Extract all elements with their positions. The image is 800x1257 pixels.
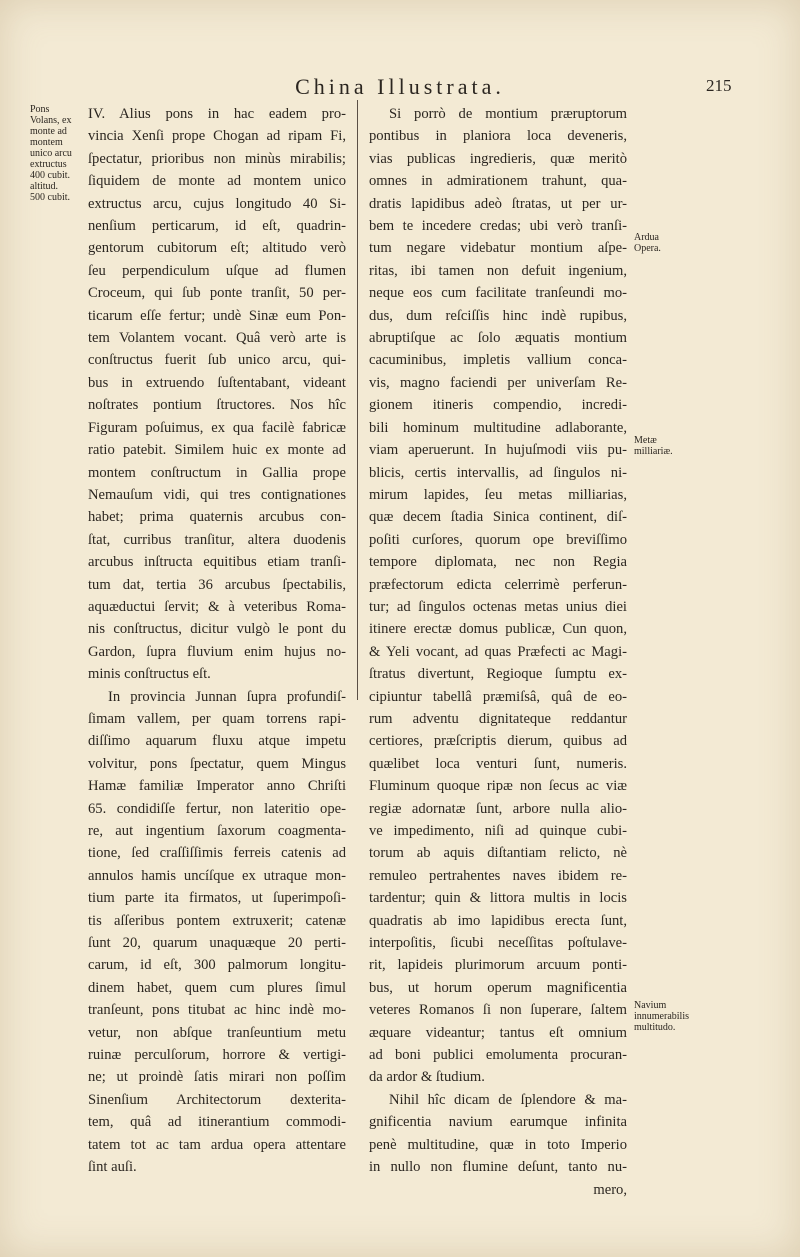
text-line: abruptiſque ac ſolo æquatis montium [369,330,627,347]
text-line: In provincia Junnan ſupra profundiſ- [108,688,346,705]
text-line: vias publicas ingredieris, quæ meritò [369,150,627,167]
text-line: tum dat, tertia 36 arcubus ſpectabilis, [88,576,346,593]
text-line: poſiti curſores, quorum ope breviſſimo [369,531,627,548]
text-line: vis, magno faciendi per univerſam Re- [369,374,627,391]
text-line: volvitur, pons ſpectatur, quem Mingus [88,755,346,772]
text-line: habet; prima quaternis arcubus con- [88,509,346,526]
margin-note-right-1: Ardua Opera. [634,232,661,254]
text-line: ſtat, curribus tranſitur, altera duodenis [88,531,346,548]
text-line: omnes in admirationem trahunt, qua- [369,173,627,190]
text-line: Si porrò de montium præruptorum [389,106,627,122]
text-line: 65. condidiſſe fertur, non lateritio ope- [88,800,346,817]
text-line: dinem habet, quem cum plures ſimul [88,979,346,996]
text-line: da ardor & ſtudium. [369,1069,485,1086]
text-line: ſiquidem de monte ad montem unico [88,173,346,190]
text-line: certiores, præſcriptis dierum, quibus ad [369,733,627,750]
text-line: rum adventu dignitateque reddantur [369,710,627,727]
text-line: torum ab aquis diſtantiam relicto, nè [369,845,627,862]
text-line: ruinæ perculſorum, horrore & vertigi- [88,1047,346,1064]
text-line: tatem tot ac tam ardua opera attentare [88,1136,346,1153]
text-line: Nemauſum vidi, qui tres contignationes [88,486,346,503]
text-line: quæ decem ſtadia Sinica continent, diſ- [369,509,627,526]
text-line: dratis lapidibus adeò ſtratas, ut per ur- [369,195,627,212]
margin-note-right-2: Metæ milliariæ. [634,435,673,457]
text-line: nenſium perticarum, id eſt, quadrin- [88,218,346,235]
text-line: tempore diplomata, nec non Regia [369,554,627,571]
text-line: nis conſtructus, dicitur vulgò le pont du [88,621,346,638]
text-line: arcubus inſtructa equitibus etiam tranſi- [88,554,346,571]
page-number: 215 [706,76,732,95]
text-line: mirum lapides, ſeu metas milliarias, [369,486,627,503]
text-line: interpoſitis, ſicubi neceſſitas poſtulave- [369,935,627,952]
text-line: & Yeli vocant, ad quas Præfecti ac Magi- [369,643,627,660]
text-line: bus, ut horum operum magnificentia [369,979,627,996]
text-line: ratio patebit. Similem huic ex monte ad [88,442,346,459]
left-text-column [88,103,346,1179]
text-line: tranſeunt, pons titubat ac hinc indè mo- [88,1002,346,1019]
text-line: bili hominum multitudine adlaborante, [369,419,627,436]
text-line: Sinenſium Architectorum dexterita- [88,1091,346,1108]
text-line: bem te incedere credas; ubi verò tranſi- [369,218,627,235]
text-line: penè multitudine, quæ in toto Imperio [369,1136,627,1153]
text-line: dus, dum reſciſſis hinc indè rupibus, [369,307,627,324]
text-line: cacuminibus, impletis vallium conca- [369,352,627,369]
text-line: tem Volantem vocant. Quâ verò arte is [88,330,346,347]
text-line: rit, lapideis plurimorum arcuum ponti- [369,957,627,974]
text-line: bus in extruendo ſuſtentabant, videant [88,374,346,391]
text-line: quælibet loca venturi ſunt, numeris. [369,755,627,772]
text-line: in nullo non flumine deſunt, tanto nu- [369,1159,627,1176]
text-line: extructus arcu, cujus longitudo 40 Si- [88,195,346,212]
text-line: tione, ſed craſſiſſimis ferreis catenis ad [88,845,346,862]
text-line: pontibus in planiora loca deveneris, [369,128,627,145]
text-line: Croceum, qui ſub ponte tranſit, 50 per- [88,285,346,302]
text-line: ſint auſi. [88,1159,137,1176]
text-line: æquare videantur; tantus eſt omnium [369,1024,627,1041]
text-line: regiæ adornatæ ſunt, arbore nulla alio- [369,800,627,817]
text-line: veteres Romanos ſi non ſuperare, ſaltem [369,1002,627,1019]
text-line: annulos hamis uncíſque ex utraque mon- [88,867,346,884]
running-head-title: China Illustrata. [295,74,505,99]
text-line: ſimam vallem, per quam torrens rapi- [88,710,346,727]
text-line: conſtructus fuerit ſub unico arcu, qui- [88,352,346,369]
text-line: ſunt 20, quarum unaquæque 20 perti- [88,935,346,952]
text-line: itinere erectæ domus publicæ, Cun quon, [369,621,627,638]
text-line: cipiuntur tabellâ præmiſsâ, quâ de eo- [369,688,627,705]
right-text-column [369,103,627,1201]
text-line: gentorum cubitorum eſt; altitudo verò [88,240,346,257]
text-line: tis aſſeribus pontem extruxerit; catenæ [88,912,346,929]
text-line: præfectorum edicta celerrimè perferun- [369,576,627,593]
text-line: aquæductui ſervit; & à veteribus Roma- [88,598,346,615]
text-line: montem conſtructum in Gallia prope [88,464,346,481]
text-line: tium parte ita firmatos, ut ſuperimpoſi- [88,890,346,907]
text-line: tem, quâ ad itinerantium commodi- [88,1114,346,1131]
text-line: ad boni publici emolumenta procuran- [369,1047,627,1064]
text-line: Figuram poſuimus, ex qua facilè fabricæ [88,419,346,436]
text-line: Gardon, ſupra fluvium enim hujus no- [88,643,346,660]
text-line: vetur, non abſque tranſeuntium metu [88,1024,346,1041]
text-line: gnificentia navium earumque infinita [369,1114,627,1131]
margin-note-right-3: Navium innumerabilis multitudo. [634,1000,689,1033]
text-line: Hamæ familiæ Imperator anno Chriſti [88,778,346,795]
column-divider [357,100,358,700]
text-line: mero, [593,1181,627,1198]
text-line: diſſimo aquarum fluxu atque impetu [88,733,346,750]
text-line: Nihil hîc dicam de ſplendore & ma- [389,1091,627,1108]
text-line: vincia Xenſi prope Chogan ad ripam Fi, [88,128,346,145]
text-line: tur; ad ſingulos octenas metas unius diei [369,598,627,615]
text-line: Fluminum quoque ripæ non ſecus ac viæ [369,778,627,795]
text-line: re, aut ingentium ſaxorum coagmenta- [88,823,346,839]
text-line: remuleo pertrahentes naves ibidem re- [369,867,627,884]
text-line: tardentur; quin & littora multis in locis [369,890,627,907]
text-line: IV. Alius pons in hac eadem pro- [88,106,346,122]
text-line: carum, id eſt, 300 palmorum longitu- [88,957,346,974]
text-line: ritas, ibi tamen non defuit ingenium, [369,262,627,279]
text-line: noſtrates pontium ſtructores. Nos hîc [88,397,346,414]
text-line: blicis, certis intervallis, ad ſingulos ni- [369,464,627,481]
text-line: ticarum eſſe fertur; undè Sinæ eum Pon- [88,307,346,324]
text-line: minis conſtructus eſt. [88,666,211,683]
text-line: neque eos cum facilitate tranſeundi mo- [369,285,627,302]
text-line: ve impedimento, niſi ad quinque cubi- [369,823,627,839]
text-line: quadratis ab imo lapidibus erecta ſunt, [369,912,627,929]
text-line: ſeu perpendiculum uſque ad flumen [88,262,346,279]
text-line: ſpectatur, prioribus non minùs mirabilis; [88,150,346,167]
text-line: ſtratus divertunt, Regioque ſumptu ex- [369,666,627,683]
text-line: gionem itineris compendio, incredi- [369,397,627,414]
text-line: ne; ut proindè ſatis mirari non poſſim [88,1069,346,1086]
margin-note-left: Pons Volans, ex monte ad montem unico arcu extructus 400 cubit. altitud. 500 cubit. [30,104,72,203]
text-line: tum negare videbatur montium aſpe- [369,240,627,257]
text-line: viam aperuerunt. In hujuſmodi viis pu- [369,442,627,459]
